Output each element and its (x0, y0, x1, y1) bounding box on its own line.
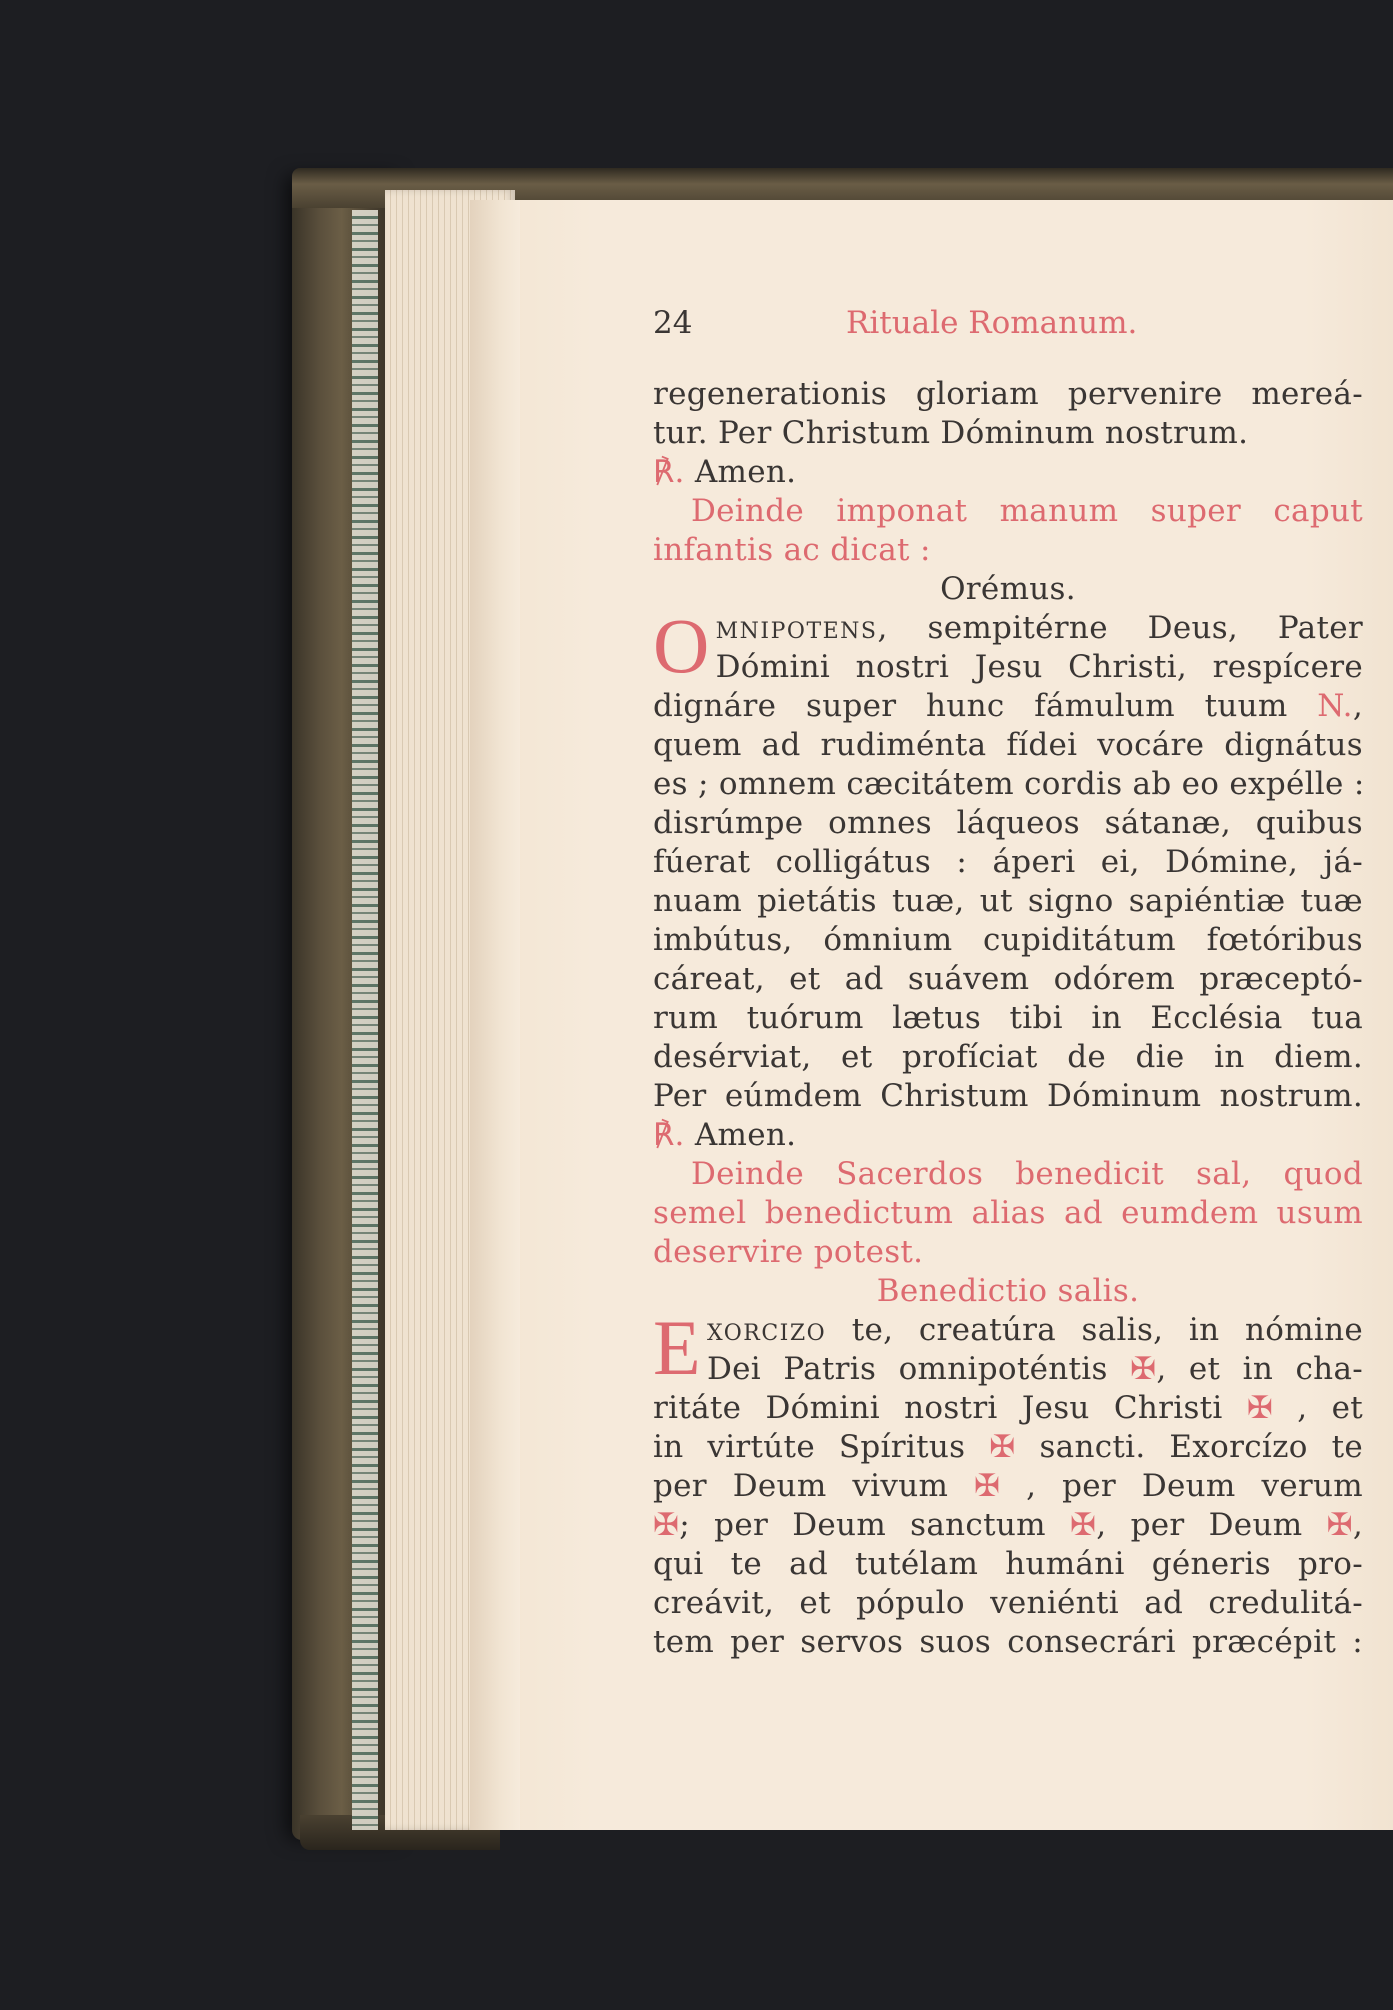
text-fragment: , per Deum (1096, 1507, 1303, 1543)
cross-icon: ✠ (974, 1468, 1001, 1504)
page-gutter (470, 200, 520, 1830)
benedictio-heading: Benedictio salis. (876, 1273, 1140, 1309)
drop-cap: O (653, 602, 710, 689)
text-fragment: per Deum vivum (653, 1468, 949, 1504)
name-placeholder: N. (1317, 688, 1353, 724)
text-line (653, 1311, 1363, 1350)
page-body (653, 375, 1363, 1662)
text-line: nuam pietátis tuæ, ut signo sapiéntiæ tuæ (653, 883, 1363, 919)
text-line: Dómini nostri Jesu Christi, respícere (715, 649, 1363, 685)
text-line (653, 1350, 1363, 1389)
text-line: tur. Per Christum Dóminum nostrum. (653, 415, 1249, 451)
rubric-line: semel benedictum alias ad eumdem usum (653, 1195, 1363, 1231)
cross-icon: ✠ (1130, 1351, 1157, 1387)
drop-cap: E (653, 1304, 701, 1391)
text-line: imbútus, ómnium cupiditátum fœtóribus (653, 922, 1363, 958)
text-line (653, 1428, 1363, 1467)
text-line (653, 687, 1363, 726)
text-fragment: ritáte Dómini nostri Jesu Christi (653, 1390, 1223, 1426)
response-mark: ℟. (653, 454, 685, 490)
text-line: qui te ad tutélam humáni géneris pro- (653, 1546, 1363, 1582)
text-line: Per eúmdem Christum Dóminum nostrum. (653, 1078, 1363, 1114)
running-title: Rituale Romanum. (846, 305, 1138, 341)
marbled-edge (352, 210, 378, 1830)
prayer-omnipotens (653, 602, 1365, 1155)
response-line (653, 1116, 1363, 1155)
text-fragment: sancti. Exorcízo te (1039, 1429, 1364, 1465)
text-line: tem per servos suos consecrári præcépit : (653, 1624, 1363, 1660)
text-line (653, 609, 1363, 648)
response-text: Amen. (694, 454, 797, 490)
response-line (653, 453, 1363, 492)
text-fragment: , et in cha- (1156, 1351, 1363, 1387)
text-line: quem ad rudiménta fídei vocáre dignátus (653, 727, 1363, 763)
response-text: Amen. (694, 1117, 797, 1153)
response-mark: ℟. (653, 1117, 685, 1153)
cross-icon: ✠ (653, 1507, 680, 1543)
text-fragment: dignáre super hunc fámulum tuum (653, 688, 1288, 724)
page-number: 24 (653, 305, 693, 341)
text-fragment: , (1352, 688, 1363, 724)
prayer-exorcizo (653, 1304, 1364, 1662)
text-line: disrúmpe omnes láqueos sátanæ, quibus (653, 805, 1363, 841)
text-line: regenerationis gloriam pervenire mereá- (653, 376, 1363, 412)
text-fragment: in virtúte Spíritus (653, 1429, 966, 1465)
text-line: creávit, et pópulo veniénti ad credulitá- (653, 1585, 1363, 1621)
oremus-heading: Orémus. (940, 571, 1076, 607)
text-line: cáreat, et ad suávem odórem præceptó- (653, 961, 1363, 997)
text-line (653, 1467, 1363, 1506)
text-line: es ; omnem cæcitátem cordis ab eo expélle : (653, 766, 1365, 802)
text-fragment: ; per Deum sanctum (679, 1507, 1046, 1543)
small-caps-word: mnipotens (715, 610, 878, 646)
text-fragment: , et (1297, 1390, 1363, 1426)
text-fragment: , sempitérne Deus, Pater (877, 610, 1363, 646)
text-fragment: , (1352, 1507, 1364, 1543)
text-line (653, 1389, 1363, 1428)
text-line: fúerat colligátus : áperi ei, Dómine, já- (653, 844, 1363, 880)
text-fragment: Dei Patris omnipoténtis (706, 1351, 1108, 1387)
rubric-line: Deinde Sacerdos benedicit sal, quod (691, 1156, 1363, 1192)
cross-icon: ✠ (1326, 1507, 1353, 1543)
page-header (653, 305, 1363, 345)
text-line: rum tuórum lætus tibi in Ecclésia tua (653, 1000, 1363, 1036)
text-fragment: te, creatúra salis, in nómine (826, 1312, 1363, 1348)
rubric-line: infantis ac dicat : (653, 532, 931, 568)
cross-icon: ✠ (1069, 1507, 1097, 1543)
rubric-line: deservire potest. (653, 1234, 924, 1270)
text-line (653, 1506, 1363, 1545)
cross-icon: ✠ (1246, 1390, 1274, 1426)
text-fragment: , per Deum verum (1026, 1468, 1364, 1504)
rubric-line: Deinde imponat manum super caput (691, 493, 1363, 529)
text-line: desérviat, et profíciat de die in diem. (653, 1039, 1363, 1075)
small-caps-word: xorcizo (706, 1312, 827, 1348)
cross-icon: ✠ (989, 1429, 1016, 1465)
